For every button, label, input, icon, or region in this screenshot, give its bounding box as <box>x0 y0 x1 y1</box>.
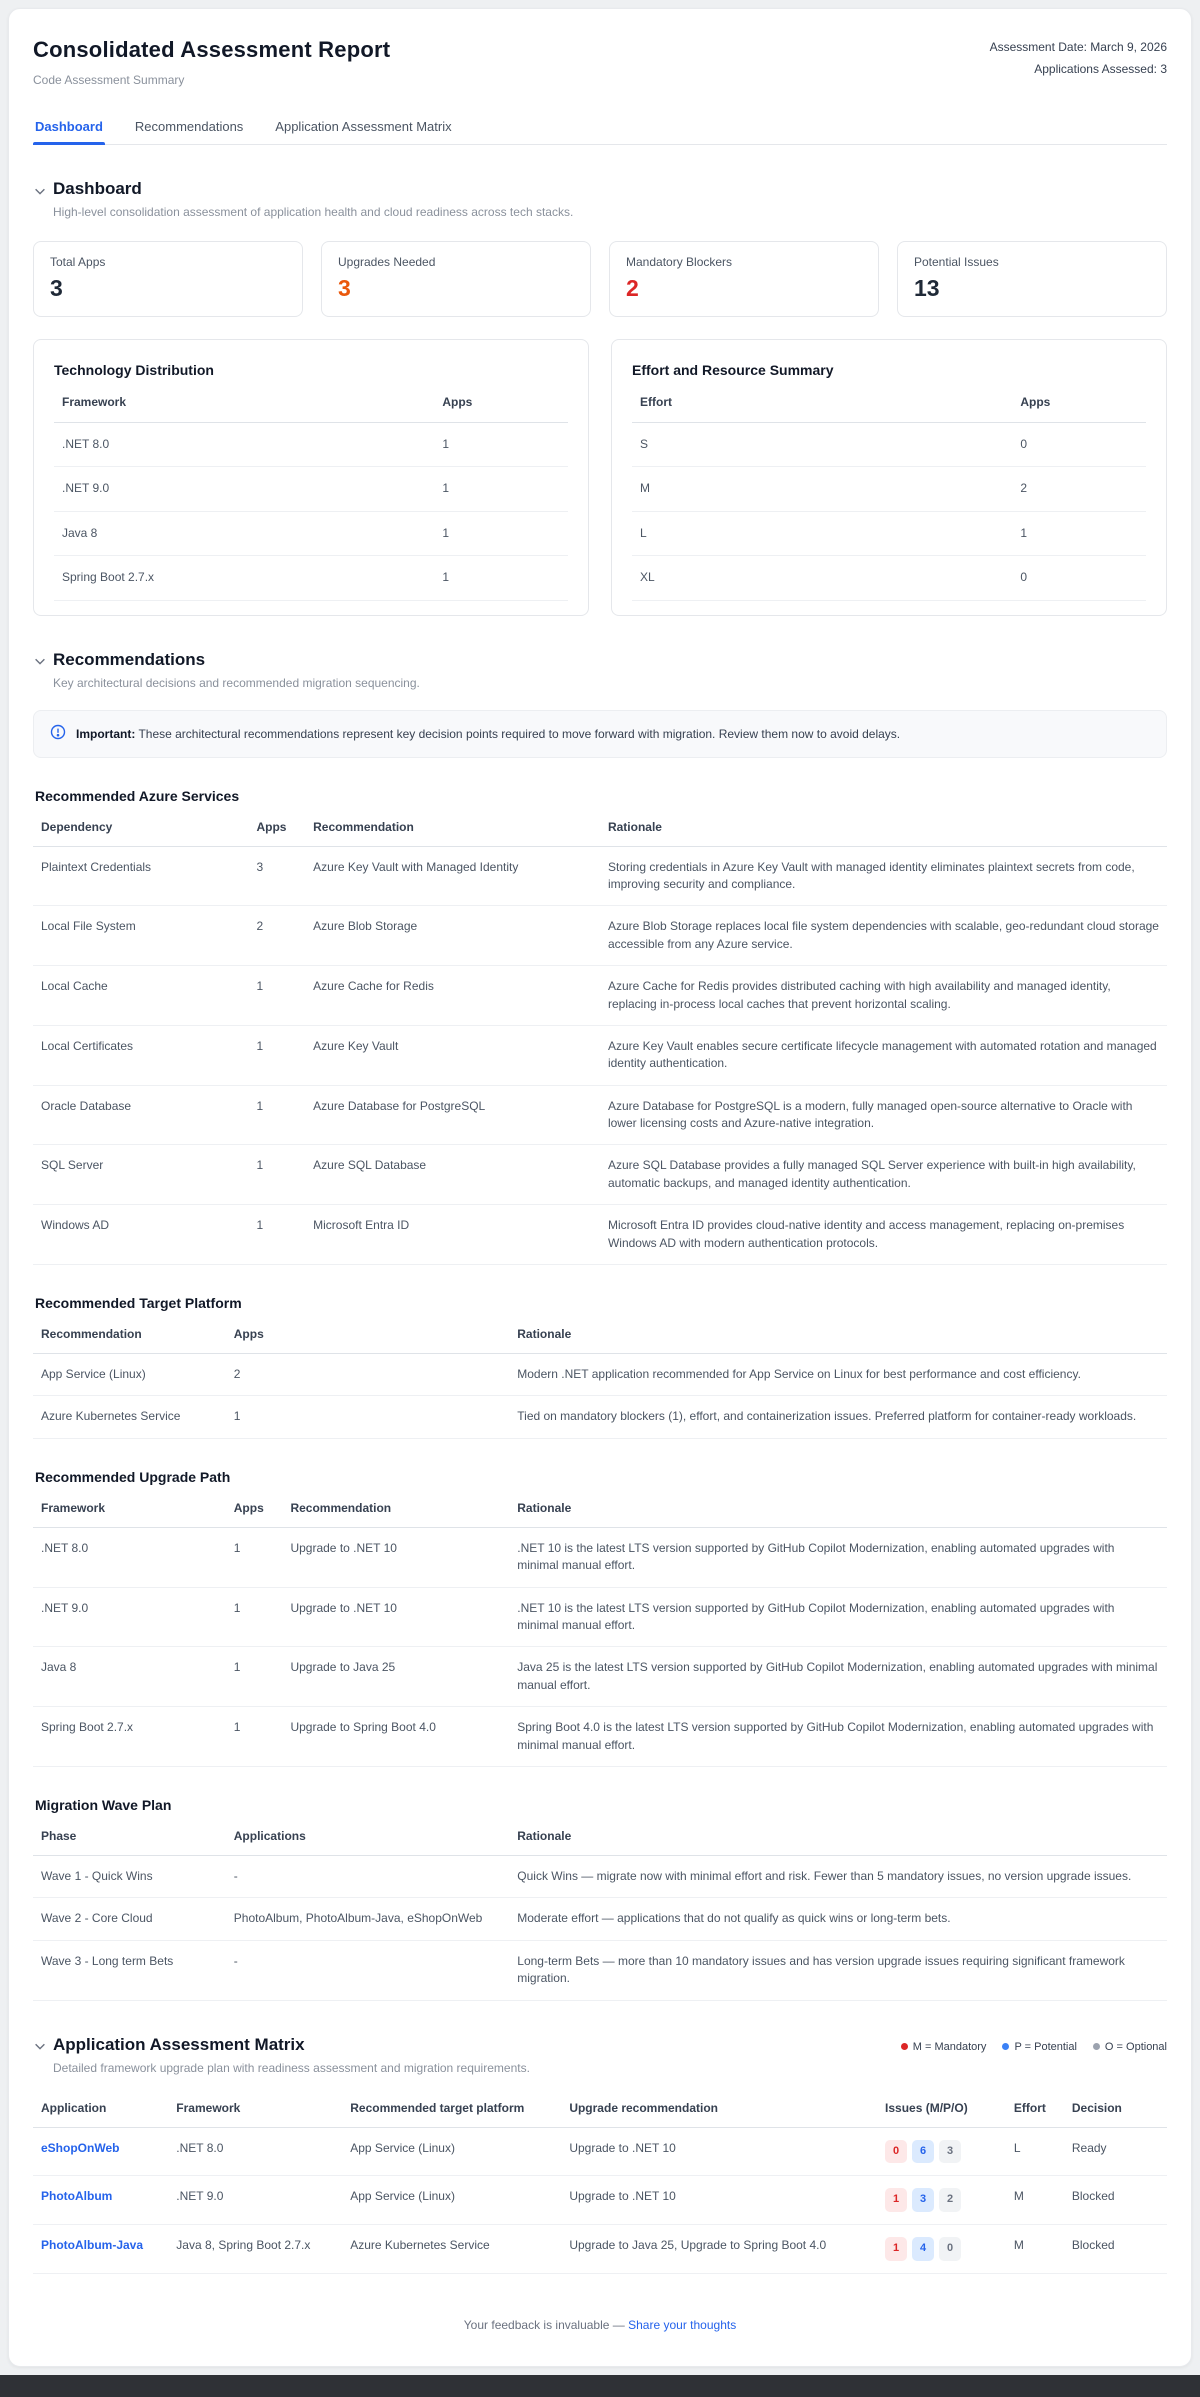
column-header: Framework <box>168 2089 342 2128</box>
column-header: Apps <box>248 808 305 847</box>
apps-cell: 1 <box>1012 511 1146 555</box>
effort-cell: S <box>632 423 1012 467</box>
apps-cell: 3 <box>248 846 305 906</box>
recommendations-heading: Recommendations <box>53 649 206 669</box>
framework-cell: .NET 8.0 <box>54 423 434 467</box>
effort-cell: M <box>1006 2176 1064 2225</box>
card-title: Effort and Resource Summary <box>632 362 834 378</box>
matrix-section-head <box>33 2035 530 2055</box>
applications-cell: - <box>226 1855 510 1897</box>
table-row <box>33 1354 1167 1396</box>
column-header: Application <box>33 2089 168 2128</box>
potential-badge: 6 <box>912 2140 934 2164</box>
rationale-cell: Storing credentials in Azure Key Vault with managed identity eliminates plaintext secrets from code, improving security and compliance. <box>600 846 1167 906</box>
technology-distribution-card <box>33 339 589 616</box>
azure-services-table <box>33 808 1167 1265</box>
chevron-down-icon[interactable] <box>33 184 47 198</box>
wave-plan-table <box>33 1817 1167 2001</box>
table-row <box>33 1145 1167 1205</box>
column-header: Effort <box>632 382 1012 423</box>
framework-cell: Spring Boot 2.7.x <box>33 1707 226 1767</box>
table-row <box>33 1587 1167 1647</box>
framework-cell: .NET 9.0 <box>168 2176 342 2225</box>
table-row <box>632 556 1146 600</box>
column-header: Framework <box>33 1489 226 1528</box>
apps-cell: 2 <box>248 906 305 966</box>
card-title: Technology Distribution <box>54 362 214 378</box>
column-header: Recommended target platform <box>342 2089 561 2128</box>
potential-dot-icon <box>1002 2043 1009 2050</box>
apps-cell: 1 <box>248 1145 305 1205</box>
table-row <box>632 467 1146 511</box>
column-header: Rationale <box>509 1315 1167 1354</box>
table-row <box>54 556 568 600</box>
azure-services-title: Recommended Azure Services <box>35 787 240 804</box>
column-header: Apps <box>434 382 568 423</box>
column-header: Recommendation <box>282 1489 509 1528</box>
issue-badges <box>885 2188 998 2212</box>
apps-cell: 1 <box>434 423 568 467</box>
header-left <box>33 37 390 87</box>
recommendation-cell: Upgrade to .NET 10 <box>282 1587 509 1647</box>
recommendation-cell: Azure SQL Database <box>305 1145 600 1205</box>
issue-badges <box>885 2140 998 2164</box>
rationale-cell: .NET 10 is the latest LTS version supported by GitHub Copilot Modernization, enabling automated upgrades with minimal manual effort. <box>509 1527 1167 1587</box>
mandatory-dot-icon <box>901 2043 908 2050</box>
rationale-cell: .NET 10 is the latest LTS version supported by GitHub Copilot Modernization, enabling automated upgrades with minimal manual effort. <box>509 1587 1167 1647</box>
dependency-cell: Local Certificates <box>33 1025 248 1085</box>
stat-card-potential-issues <box>897 241 1167 317</box>
column-header: Apps <box>226 1315 510 1354</box>
applications-cell: - <box>226 1940 510 2000</box>
stat-card-total-apps <box>33 241 303 317</box>
rationale-cell: Modern .NET application recommended for App Service on Linux for best performance and cost efficiency. <box>509 1354 1167 1396</box>
matrix-heading: Application Assessment Matrix <box>53 2034 305 2054</box>
recommendation-cell: Microsoft Entra ID <box>305 1205 600 1265</box>
matrix-head-left <box>33 2035 530 2075</box>
recommendation-cell: Azure Database for PostgreSQL <box>305 1085 600 1145</box>
column-header: Dependency <box>33 808 248 847</box>
technology-distribution-table <box>54 382 568 601</box>
table-row <box>33 1707 1167 1767</box>
table-row <box>33 906 1167 966</box>
important-banner <box>33 710 1167 758</box>
wave-plan-title: Migration Wave Plan <box>35 1796 172 1813</box>
stat-label: Upgrades Needed <box>338 255 436 269</box>
table-row <box>33 1940 1167 2000</box>
apps-cell: 2 <box>1012 467 1146 511</box>
rationale-cell: Quick Wins — migrate now with minimal effort and risk. Fewer than 5 mandatory issues, no version upgrade issues. <box>509 1855 1167 1897</box>
apps-cell: 1 <box>434 511 568 555</box>
tab-bar <box>33 113 1167 145</box>
issue-badges <box>885 2237 998 2261</box>
table-row <box>33 846 1167 906</box>
table-row <box>33 966 1167 1026</box>
report-card <box>8 8 1192 2367</box>
optional-badge: 0 <box>939 2237 961 2261</box>
info-icon <box>50 724 66 740</box>
rationale-cell: Microsoft Entra ID provides cloud-native identity and access management, replacing on-premises Windows AD with modern authentication protocols. <box>600 1205 1167 1265</box>
table-row <box>54 467 568 511</box>
matrix-head-row <box>33 2035 1167 2075</box>
bottom-bar <box>0 2375 1200 2397</box>
potential-badge: 4 <box>912 2237 934 2261</box>
feedback-text: Your feedback is invaluable — <box>463 2318 625 2333</box>
dependency-cell: Oracle Database <box>33 1085 248 1145</box>
stat-value: 3 <box>338 275 351 301</box>
table-row <box>632 511 1146 555</box>
dependency-cell: Windows AD <box>33 1205 248 1265</box>
share-thoughts-link[interactable]: Share your thoughts <box>628 2318 737 2333</box>
decision-cell: Blocked <box>1064 2225 1167 2274</box>
recommendation-cell: Upgrade to .NET 10 <box>282 1527 509 1587</box>
effort-cell: L <box>1006 2127 1064 2176</box>
column-header: Rationale <box>509 1489 1167 1528</box>
decision-cell: Blocked <box>1064 2176 1167 2225</box>
chevron-down-icon[interactable] <box>33 2039 47 2053</box>
rationale-cell: Tied on mandatory blockers (1), effort, and containerization issues. Preferred platform for container-ready workloads. <box>509 1396 1167 1438</box>
report-header <box>33 37 1167 87</box>
rationale-cell: Azure Blob Storage replaces local file system dependencies with scalable, geo-redundant cloud storage accessible from any Azure service. <box>600 906 1167 966</box>
applications-cell: PhotoAlbum, PhotoAlbum-Java, eShopOnWeb <box>226 1898 510 1940</box>
application-link[interactable]: eShopOnWeb <box>41 2140 120 2155</box>
potential-badge: 3 <box>912 2188 934 2212</box>
apps-cell: 1 <box>226 1587 283 1647</box>
apps-cell: 1 <box>434 467 568 511</box>
rationale-cell: Azure Key Vault enables secure certificate lifecycle management with automated rotation and managed identity authentication. <box>600 1025 1167 1085</box>
apps-cell: 0 <box>1012 423 1146 467</box>
optional-dot-icon <box>1093 2043 1100 2050</box>
apps-cell: 1 <box>226 1647 283 1707</box>
stat-value: 2 <box>626 275 639 301</box>
stat-value: 13 <box>914 275 940 301</box>
upgrade-path-table <box>33 1489 1167 1767</box>
framework-cell: .NET 9.0 <box>33 1587 226 1647</box>
section-dashboard <box>33 179 1167 616</box>
table-row <box>54 423 568 467</box>
effort-cell: XL <box>632 556 1012 600</box>
column-header: Apps <box>226 1489 283 1528</box>
target-platform-table <box>33 1315 1167 1439</box>
rationale-cell: Long-term Bets — more than 10 mandatory issues and has version upgrade issues requiring significant framework migration. <box>509 1940 1167 2000</box>
matrix-description: Detailed framework upgrade plan with readiness assessment and migration requirements. <box>53 2060 530 2075</box>
optional-badge: 3 <box>939 2140 961 2164</box>
rationale-cell: Spring Boot 4.0 is the latest LTS version supported by GitHub Copilot Modernization, enabling automated upgrades with minimal manual effort. <box>509 1707 1167 1767</box>
apps-cell: 1 <box>226 1527 283 1587</box>
table-row <box>33 2176 1167 2225</box>
recommendation-cell: App Service (Linux) <box>33 1354 226 1396</box>
upgrade-cell: Upgrade to Java 25, Upgrade to Spring Boot 4.0 <box>561 2225 877 2274</box>
stat-label: Total Apps <box>50 255 106 269</box>
apps-cell: 1 <box>248 966 305 1026</box>
recommendation-cell: Azure Blob Storage <box>305 906 600 966</box>
effort-cell: M <box>632 467 1012 511</box>
framework-cell: Spring Boot 2.7.x <box>54 556 434 600</box>
target-platform-title: Recommended Target Platform <box>35 1295 242 1312</box>
apps-cell: 1 <box>226 1396 510 1438</box>
apps-cell: 1 <box>226 1707 283 1767</box>
effort-cell: L <box>632 511 1012 555</box>
assessment-date: Assessment Date: March 9, 2026 <box>989 40 1167 54</box>
table-row <box>33 2127 1167 2176</box>
tab-dashboard[interactable]: Dashboard <box>33 113 105 144</box>
effort-cell: M <box>1006 2225 1064 2274</box>
summary-cards <box>33 339 1167 616</box>
table-row <box>33 1396 1167 1438</box>
column-header: Upgrade recommendation <box>561 2089 877 2128</box>
column-header: Apps <box>1012 382 1146 423</box>
optional-badge: 2 <box>939 2188 961 2212</box>
table-row <box>33 1025 1167 1085</box>
rationale-cell: Moderate effort — applications that do not qualify as quick wins or long-term bets. <box>509 1898 1167 1940</box>
framework-cell: .NET 9.0 <box>54 467 434 511</box>
dashboard-description: High-level consolidation assessment of application health and cloud readiness across tech stacks. <box>53 205 574 219</box>
framework-cell: Java 8, Spring Boot 2.7.x <box>168 2225 342 2274</box>
recommendations-description: Key architectural decisions and recommended migration sequencing. <box>53 675 420 690</box>
effort-summary-table <box>632 382 1146 601</box>
apps-cell: 1 <box>248 1025 305 1085</box>
table-row <box>33 1205 1167 1265</box>
recommendation-cell: Azure Kubernetes Service <box>33 1396 226 1438</box>
legend-optional: O = Optional <box>1093 2041 1167 2053</box>
section-assessment-matrix <box>33 2035 1167 2275</box>
stat-label: Potential Issues <box>914 255 999 269</box>
stat-label: Mandatory Blockers <box>626 255 733 269</box>
dashboard-section-head <box>33 179 1167 199</box>
column-header: Decision <box>1064 2089 1167 2128</box>
stat-value: 3 <box>50 275 63 301</box>
application-link[interactable]: PhotoAlbum <box>41 2189 113 2204</box>
framework-cell: Java 8 <box>54 511 434 555</box>
column-header: Effort <box>1006 2089 1064 2128</box>
dependency-cell: Local Cache <box>33 966 248 1026</box>
recommendation-cell: Upgrade to Spring Boot 4.0 <box>282 1707 509 1767</box>
recommendation-cell: Azure Cache for Redis <box>305 966 600 1026</box>
table-row <box>33 1085 1167 1145</box>
legend-mandatory: M = Mandatory <box>901 2041 987 2053</box>
table-row <box>33 1647 1167 1707</box>
rationale-cell: Azure Cache for Redis provides distributed caching with high availability and managed identity, replacing in-process local caches that prevent horizontal scaling. <box>600 966 1167 1026</box>
header-meta <box>990 37 1167 80</box>
important-label: Important: <box>76 726 136 741</box>
feedback-footer <box>33 2318 1167 2332</box>
legend-potential: P = Potential <box>1002 2041 1076 2053</box>
mandatory-badge: 0 <box>885 2140 907 2164</box>
table-row <box>632 423 1146 467</box>
column-header: Recommendation <box>33 1315 226 1354</box>
upgrade-cell: Upgrade to .NET 10 <box>561 2176 877 2225</box>
platform-cell: Azure Kubernetes Service <box>342 2225 561 2274</box>
mandatory-badge: 1 <box>885 2237 907 2261</box>
assessment-matrix-table <box>33 2089 1167 2275</box>
recommendations-section-head <box>33 650 1167 670</box>
apps-cell: 1 <box>248 1205 305 1265</box>
column-header: Applications <box>226 1817 510 1856</box>
phase-cell: Wave 2 - Core Cloud <box>33 1898 226 1940</box>
stats-row <box>33 241 1167 317</box>
tab-recommendations[interactable]: Recommendations <box>134 119 244 134</box>
apps-cell: 2 <box>226 1354 510 1396</box>
dependency-cell: Plaintext Credentials <box>33 846 248 906</box>
issues-legend <box>901 2041 1167 2053</box>
recommendation-cell: Azure Key Vault with Managed Identity <box>305 846 600 906</box>
dependency-cell: Local File System <box>33 906 248 966</box>
apps-cell: 0 <box>1012 556 1146 600</box>
phase-cell: Wave 3 - Long term Bets <box>33 1940 226 2000</box>
table-row <box>33 2225 1167 2274</box>
table-row <box>33 1855 1167 1897</box>
framework-cell: .NET 8.0 <box>33 1527 226 1587</box>
framework-cell: Java 8 <box>33 1647 226 1707</box>
stat-card-mandatory-blockers <box>609 241 879 317</box>
column-header: Rationale <box>600 808 1167 847</box>
phase-cell: Wave 1 - Quick Wins <box>33 1855 226 1897</box>
mandatory-badge: 1 <box>885 2188 907 2212</box>
chevron-down-icon[interactable] <box>33 654 47 668</box>
page-subtitle: Code Assessment Summary <box>33 73 185 87</box>
apps-cell: 1 <box>434 556 568 600</box>
page-title: Consolidated Assessment Report <box>33 37 391 62</box>
rationale-cell: Java 25 is the latest LTS version supported by GitHub Copilot Modernization, enabling automated upgrades with minimal manual effort. <box>509 1647 1167 1707</box>
recommendation-cell: Azure Key Vault <box>305 1025 600 1085</box>
section-recommendations <box>33 650 1167 2001</box>
rationale-cell: Azure Database for PostgreSQL is a modern, fully managed open-source alternative to Oracle with lower licensing costs and Azure-native integration. <box>600 1085 1167 1145</box>
column-header: Recommendation <box>305 808 600 847</box>
table-row <box>33 1527 1167 1587</box>
apps-cell: 1 <box>248 1085 305 1145</box>
column-header: Issues (M/P/O) <box>877 2089 1006 2128</box>
framework-cell: .NET 8.0 <box>168 2127 342 2176</box>
platform-cell: App Service (Linux) <box>342 2127 561 2176</box>
important-text: Important: These architectural recommendations represent key decision points required to move forward with migration. Review them now to avoid delays. <box>76 726 901 741</box>
rationale-cell: Azure SQL Database provides a fully managed SQL Server experience with built-in high availability, automatic backups, and managed identity authentication. <box>600 1145 1167 1205</box>
decision-cell: Ready <box>1064 2127 1167 2176</box>
dependency-cell: SQL Server <box>33 1145 248 1205</box>
upgrade-path-title: Recommended Upgrade Path <box>35 1468 231 1485</box>
stat-card-upgrades-needed <box>321 241 591 317</box>
applications-assessed: Applications Assessed: 3 <box>1034 61 1167 76</box>
column-header: Rationale <box>509 1817 1167 1856</box>
tab-assessment-matrix[interactable]: Application Assessment Matrix <box>275 119 452 134</box>
application-link[interactable]: PhotoAlbum-Java <box>41 2238 144 2253</box>
table-row <box>33 1898 1167 1940</box>
column-header: Phase <box>33 1817 226 1856</box>
upgrade-cell: Upgrade to .NET 10 <box>561 2127 877 2176</box>
effort-summary-card <box>611 339 1167 616</box>
dashboard-heading: Dashboard <box>53 179 142 198</box>
column-header: Framework <box>54 382 434 423</box>
recommendation-cell: Upgrade to Java 25 <box>282 1647 509 1707</box>
platform-cell: App Service (Linux) <box>342 2176 561 2225</box>
table-row <box>54 511 568 555</box>
